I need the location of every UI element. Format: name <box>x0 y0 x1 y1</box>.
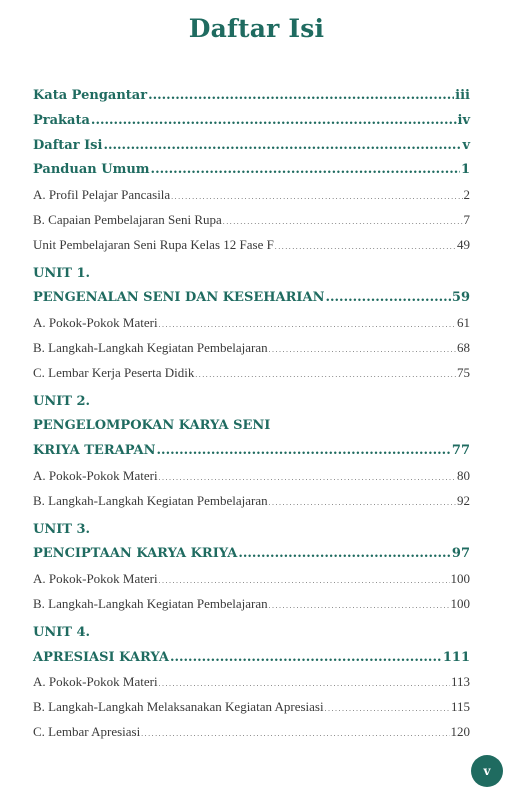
dot-leader <box>238 542 451 567</box>
dot-leader <box>103 134 461 159</box>
toc-entry-label: A. Profil Pelajar Pancasila <box>33 187 171 203</box>
toc-entry-label: APRESIASI KARYA <box>33 649 169 665</box>
toc-entry[interactable] <box>33 390 470 415</box>
toc-entry[interactable] <box>33 336 470 361</box>
toc-entry-page: 59 <box>451 290 470 306</box>
toc-entry-label: B. Capaian Pembelajaran Seni Rupa <box>33 211 222 227</box>
toc-entry[interactable] <box>33 542 470 567</box>
toc-entry-label: Kata Pengantar <box>33 88 148 103</box>
dot-leader <box>223 208 463 235</box>
toc-entry[interactable] <box>33 183 470 208</box>
toc-entry[interactable] <box>33 361 470 386</box>
dot-leader <box>157 439 451 464</box>
toc-entry-page: iv <box>457 112 470 128</box>
toc-entry[interactable] <box>33 84 470 109</box>
toc-entry[interactable] <box>33 414 470 439</box>
toc-entry-page: 1 <box>460 162 470 178</box>
toc-entry-label: UNIT 1. <box>33 265 91 281</box>
toc-entry-page: 75 <box>457 364 470 380</box>
toc-entry-label: Daftar Isi <box>33 137 103 153</box>
toc-entry-label: UNIT 2. <box>33 393 91 409</box>
dot-leader <box>141 720 449 747</box>
toc-entry-label: B. Langkah-Langkah Kegiatan Pembelajaran <box>33 492 268 508</box>
toc-entry[interactable] <box>33 286 470 311</box>
toc-entry-label: KRIYA TERAPAN <box>33 443 156 459</box>
toc-entry[interactable] <box>33 311 470 336</box>
toc-entry-label: A. Pokok-Pokok Materi <box>33 571 158 587</box>
toc-entry-label: UNIT 4. <box>33 624 91 640</box>
toc-entry-label: B. Langkah-Langkah Melaksanakan Kegiatan Apresiasi <box>33 699 324 715</box>
dot-leader <box>159 311 456 338</box>
dot-leader <box>159 670 450 697</box>
dot-leader <box>171 183 462 210</box>
toc-entry-page: 77 <box>451 443 470 459</box>
toc-entry-page: v <box>462 137 470 153</box>
toc-entry-page: 100 <box>450 595 470 611</box>
toc-entry-page: iii <box>455 88 470 103</box>
dot-leader <box>325 695 450 722</box>
toc-entry[interactable] <box>33 233 470 258</box>
dot-leader <box>148 84 454 109</box>
dot-leader <box>195 361 456 388</box>
toc-entry-page: 100 <box>450 571 470 587</box>
dot-leader <box>275 233 456 260</box>
toc-entry[interactable] <box>33 695 470 720</box>
dot-leader <box>269 489 456 516</box>
toc-entry-label: B. Langkah-Langkah Kegiatan Pembelajaran <box>33 339 268 355</box>
toc-entry[interactable] <box>33 262 470 287</box>
toc-entry-page: 49 <box>457 236 470 252</box>
toc-entry-label: Panduan Umum <box>33 162 150 178</box>
toc-entry[interactable] <box>33 592 470 617</box>
toc-entry[interactable] <box>33 646 470 671</box>
page-number-badge: v <box>471 755 503 787</box>
toc-entry-label: C. Lembar Apresiasi <box>33 723 141 739</box>
toc-entry-page: 80 <box>457 467 470 483</box>
toc-entry-label: A. Pokok-Pokok Materi <box>33 674 158 690</box>
toc-entry-label: PENCIPTAAN KARYA KRIYA <box>33 546 238 562</box>
toc-entry-page: 115 <box>450 699 470 715</box>
toc-entry-label: Prakata <box>33 112 90 128</box>
toc-entry[interactable] <box>33 670 470 695</box>
toc-entry-label: Unit Pembelajaran Seni Rupa Kelas 12 Fase F <box>33 236 274 252</box>
dot-leader <box>159 464 456 491</box>
toc-entry[interactable] <box>33 439 470 464</box>
toc-entry-label: PENGENALAN SENI DAN KESEHARIAN <box>33 290 325 306</box>
toc-entry[interactable] <box>33 134 470 159</box>
toc-entry-page: 97 <box>451 546 470 562</box>
toc-entry-label: A. Pokok-Pokok Materi <box>33 467 158 483</box>
toc-entry[interactable] <box>33 567 470 592</box>
dot-leader <box>151 158 460 183</box>
toc-entry-page: 61 <box>457 315 470 331</box>
toc-entry-page: 92 <box>457 492 470 508</box>
toc-entry-page: 7 <box>463 211 470 227</box>
toc-entry-label: UNIT 3. <box>33 521 91 537</box>
toc-entry[interactable] <box>33 464 470 489</box>
toc-entry-label: A. Pokok-Pokok Materi <box>33 315 158 331</box>
toc-entry[interactable] <box>33 720 470 745</box>
dot-leader <box>269 592 450 619</box>
toc-entry-page: 68 <box>457 339 470 355</box>
toc-entry[interactable] <box>33 518 470 543</box>
toc-entry-page: 111 <box>442 649 470 665</box>
toc-entry-page: 113 <box>450 674 470 690</box>
dot-leader <box>159 567 450 594</box>
dot-leader <box>269 336 456 363</box>
toc-entry-label: B. Langkah-Langkah Kegiatan Pembelajaran <box>33 595 268 611</box>
toc-entry[interactable] <box>33 621 470 646</box>
toc-entry-page: 120 <box>450 723 470 739</box>
toc-entry[interactable] <box>33 489 470 514</box>
dot-leader <box>170 646 442 671</box>
toc-entry[interactable] <box>33 158 470 183</box>
toc-entry[interactable] <box>33 109 470 134</box>
toc-entry[interactable] <box>33 208 470 233</box>
toc-entry-label: C. Lembar Kerja Peserta Didik <box>33 364 195 380</box>
dot-leader <box>91 109 457 134</box>
page-title: Daftar Isi <box>188 14 325 43</box>
toc-entry-label: PENGELOMPOKAN KARYA SENI <box>33 418 271 434</box>
toc-entry-page: 2 <box>463 187 470 203</box>
table-of-contents <box>33 84 470 745</box>
dot-leader <box>325 286 450 311</box>
